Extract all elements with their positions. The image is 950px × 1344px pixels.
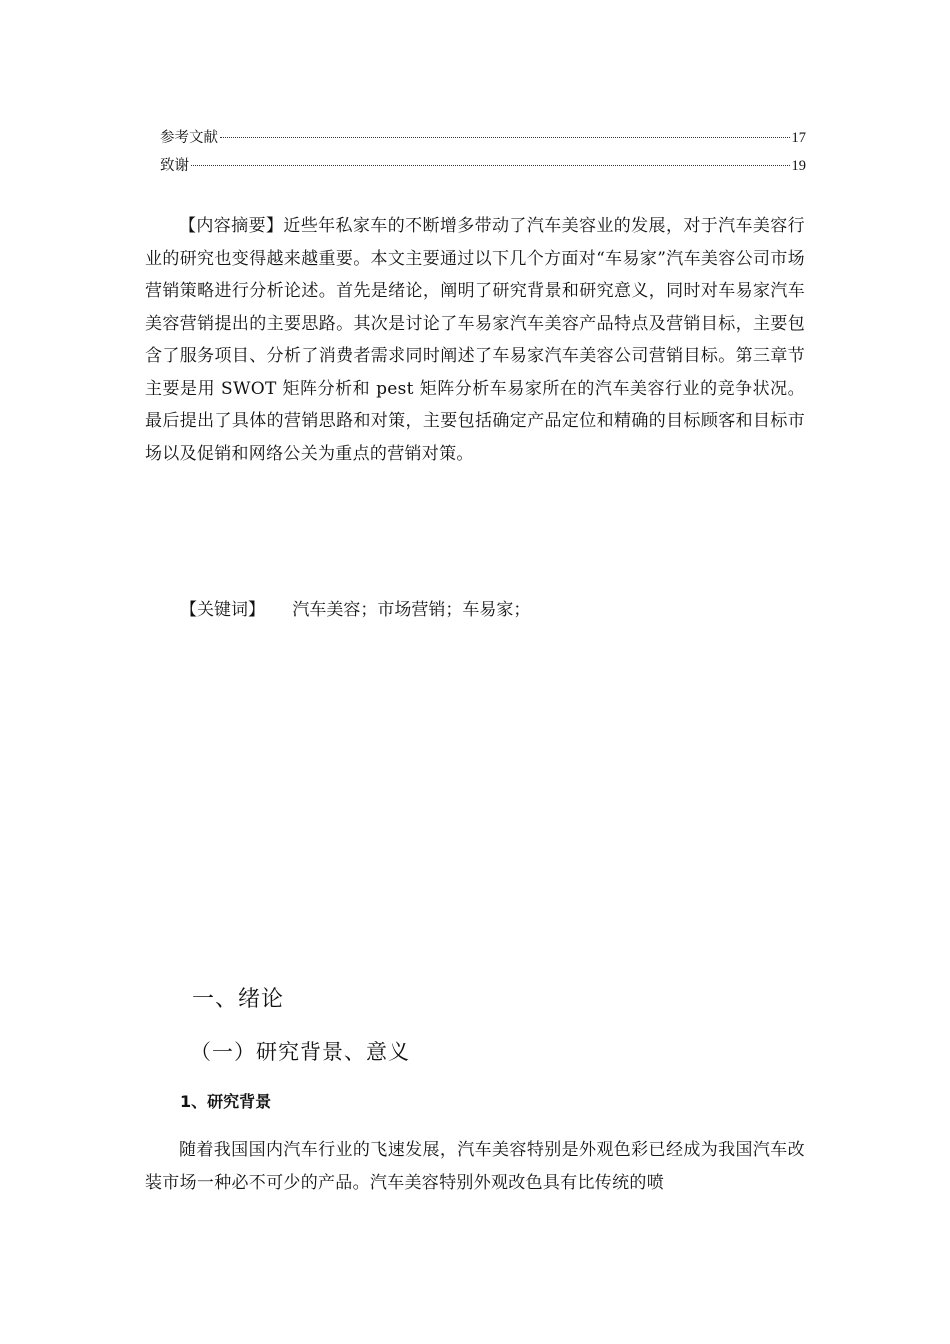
chapter-heading: 一、绪论 <box>192 987 285 1012</box>
body-paragraph: 随着我国国内汽车行业的飞速发展，汽车美容特别是外观色彩已经成为我国汽车改装市场一种必不可少的产品。汽车美容特别外观改色具有比传统的喷 <box>145 1140 805 1193</box>
abstract-paragraph: 【内容摘要】近些年私家车的不断增多带动了汽车美容业的发展，对于汽车美容行业的研究也变得越来越重要。本文主要通过以下几个方面对“车易家”汽车美容公司市场营销策略进行分析论述。首先是绪论，阐明了研究背景和研究意义，同时对车易家汽车美容营销提出的主要思路。其次是讨论了车易家汽车美容产品特点及营销目标，主要包含了服务项目、分析了消费者需求同时阐述了车易家汽车美容公司营销目标。第三章节主要是用 SWOT 矩阵分析和 pest 矩阵分析车易家所在的汽车美容行业的竞争状况。最后提出了具体的营销思路和对策，主要包括确定产品定位和精确的目标顾客和目标市场以及促销和网络公关为重点的营销对策。 <box>145 216 805 464</box>
toc-dot-leader <box>191 165 790 166</box>
toc-entry-acknowledgements[interactable] <box>160 154 806 182</box>
toc-entry-title: 参考文献 <box>160 130 218 146</box>
keywords-label: 【关键词】 <box>180 600 265 620</box>
toc-dot-leader <box>220 137 790 138</box>
table-of-contents <box>160 126 806 182</box>
keywords-value: 汽车美容；市场营销；车易家； <box>292 600 531 620</box>
subsection-heading: 1、研究背景 <box>180 1092 272 1111</box>
keywords-line <box>180 594 530 626</box>
toc-entry-page: 19 <box>791 158 806 174</box>
section-heading: （一）研究背景、意义 <box>190 1040 410 1064</box>
toc-entry-title: 致谢 <box>160 158 189 174</box>
toc-entry-references[interactable] <box>160 126 806 154</box>
toc-entry-page: 17 <box>791 130 806 146</box>
